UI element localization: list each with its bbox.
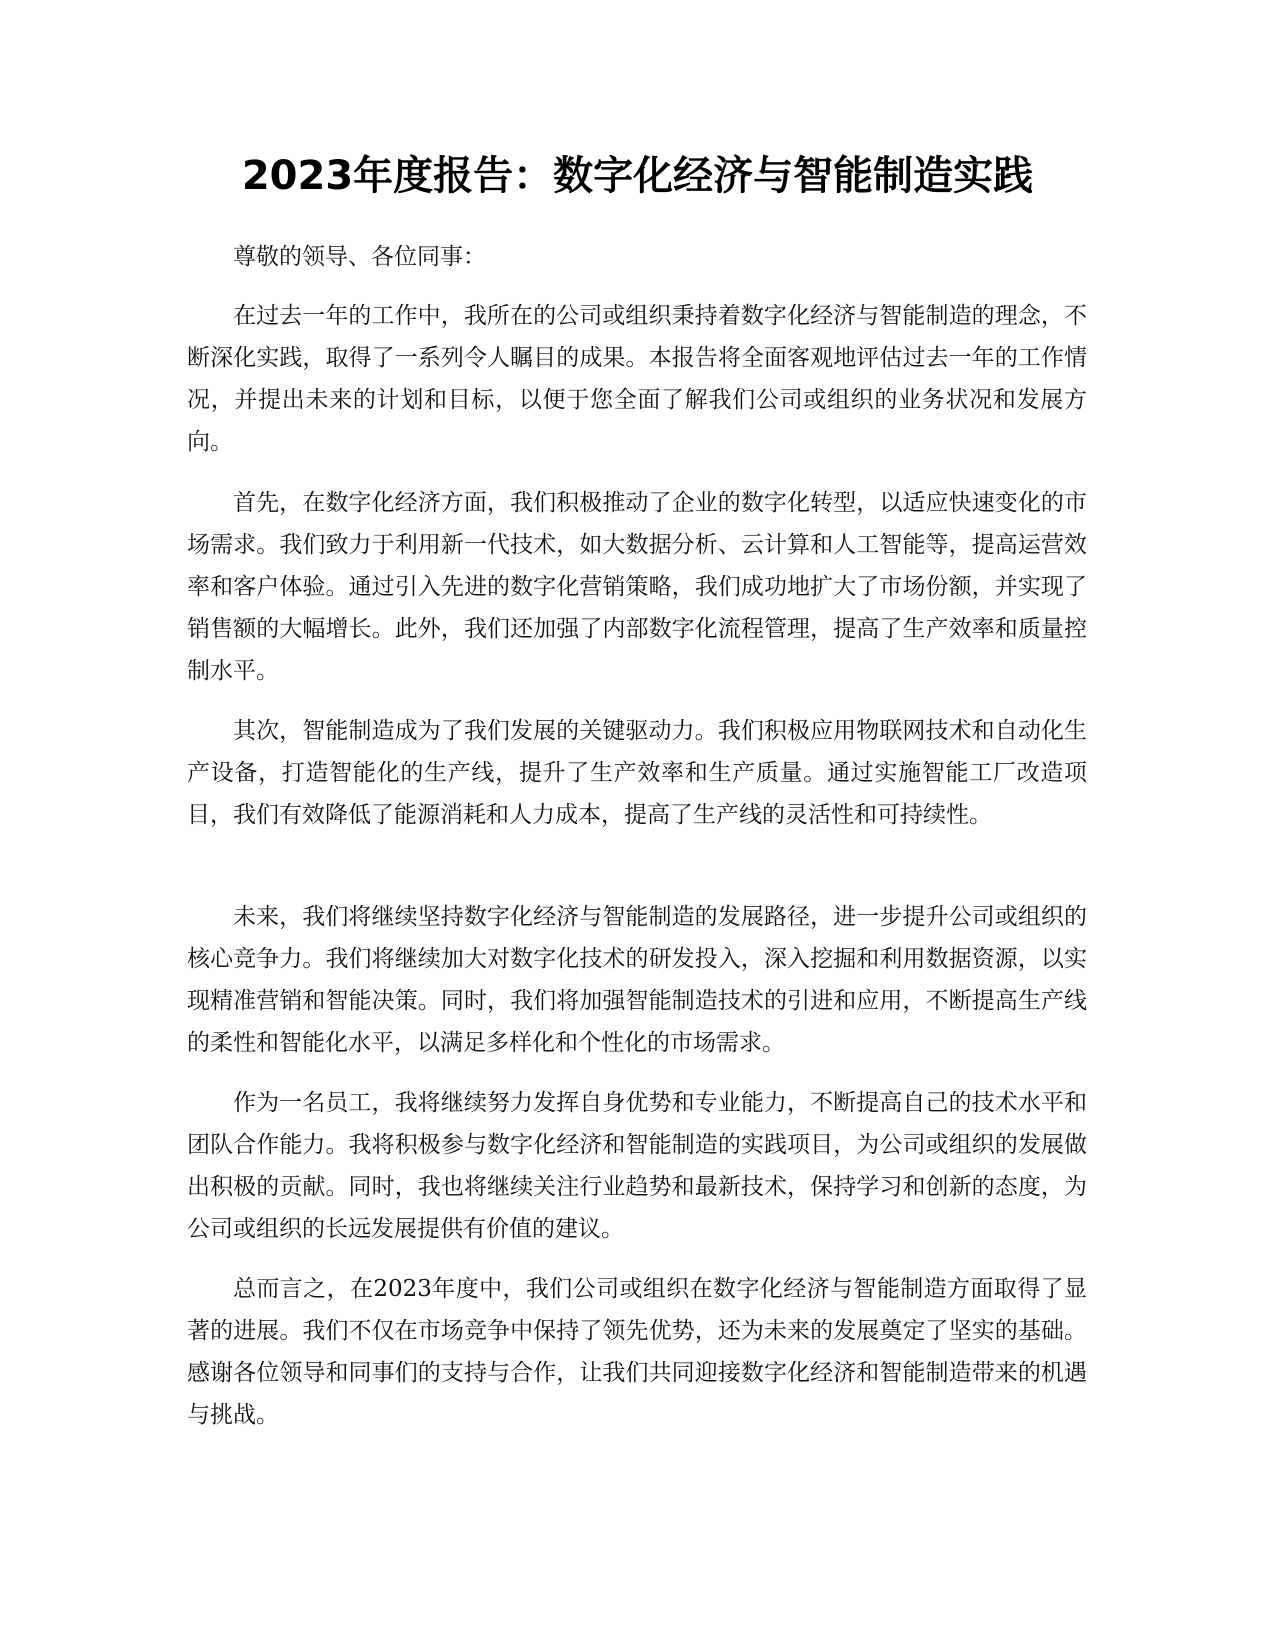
- paragraph-future-plans: 未来，我们将继续坚持数字化经济与智能制造的发展路径，进一步提升公司或组织的核心竞争力。我们将继续加大对数字化技术的研发投入，深入挖掘和利用数据资源，以实现精准营销和智能决策。同时，我们将加强智能制造技术的引进和应用，不断提高生产线的柔性和智能化水平，以满足多样化和个性化的市场需求。: [187, 904, 1087, 1056]
- paragraph-conclusion: 总而言之，在2023年度中，我们公司或组织在数字化经济与智能制造方面取得了显著的进展。我们不仅在市场竞争中保持了领先优势，还为未来的发展奠定了坚实的基础。感谢各位领导和同事们的支持与合作，让我们共同迎接数字化经济和智能制造带来的机遇与挑战。: [187, 1276, 1087, 1428]
- document-title: 2023年度报告：数字化经济与智能制造实践: [241, 153, 1034, 199]
- paragraph-employee-commitment: 作为一名员工，我将继续努力发挥自身优势和专业能力，不断提高自己的技术水平和团队合作能力。我将积极参与数字化经济和智能制造的实践项目，为公司或组织的发展做出积极的贡献。同时，我也将继续关注行业趋势和最新技术，保持学习和创新的态度，为公司或组织的长远发展提供有价值的建议。: [187, 1090, 1087, 1242]
- paragraph-smart-manufacturing: 其次，智能制造成为了我们发展的关键驱动力。我们积极应用物联网技术和自动化生产设备，打造智能化的生产线，提升了生产效率和生产质量。通过实施智能工厂改造项目，我们有效降低了能源消耗和人力成本，提高了生产线的灵活性和可持续性。: [187, 718, 1087, 828]
- greeting: 尊敬的领导、各位同事：: [233, 244, 486, 270]
- paragraph-digital-economy: 首先，在数字化经济方面，我们积极推动了企业的数字化转型，以适应快速变化的市场需求。我们致力于利用新一代技术，如大数据分析、云计算和人工智能等，提高运营效率和客户体验。通过引入先进的数字化营销策略，我们成功地扩大了市场份额，并实现了销售额的大幅增长。此外，我们还加强了内部数字化流程管理，提高了生产效率和质量控制水平。: [187, 490, 1087, 684]
- paragraph-intro: 在过去一年的工作中，我所在的公司或组织秉持着数字化经济与智能制造的理念，不断深化实践，取得了一系列令人瞩目的成果。本报告将全面客观地评估过去一年的工作情况，并提出未来的计划和目标，以便于您全面了解我们公司或组织的业务状况和发展方向。: [187, 303, 1087, 455]
